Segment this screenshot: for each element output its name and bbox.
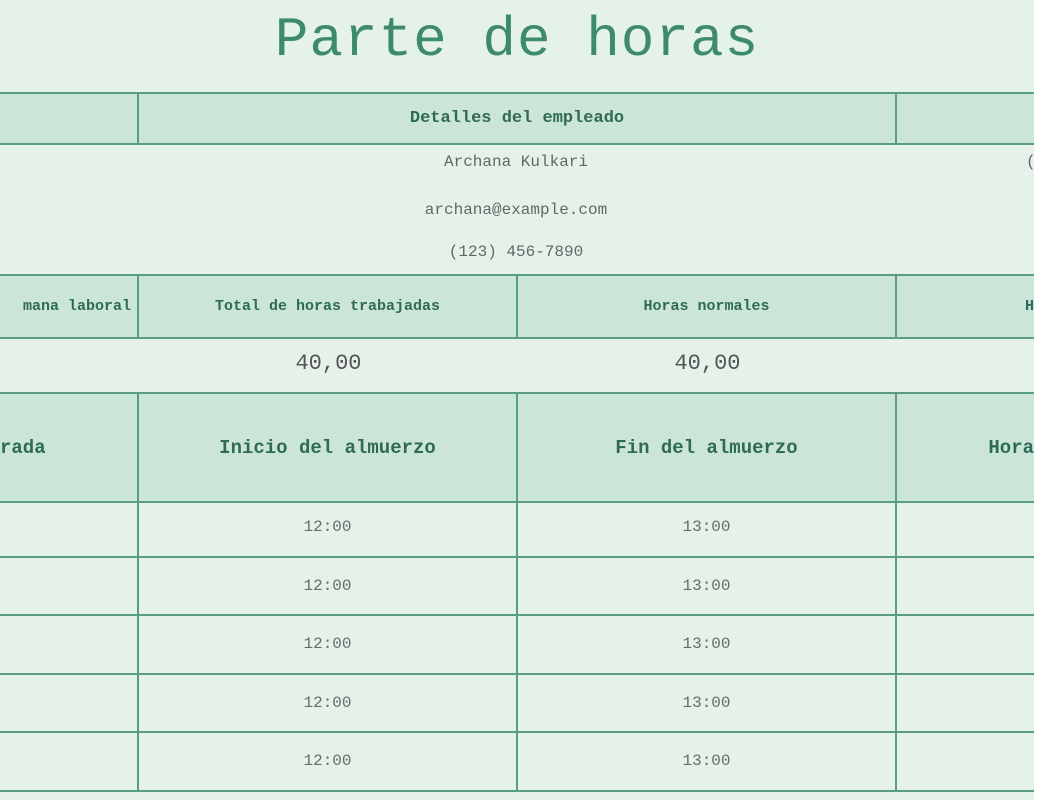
summary-header-normal-hours[interactable]: Horas normales — [518, 276, 897, 337]
summary-values-row — [0, 335, 1034, 392]
schedule-row — [0, 499, 1034, 558]
employee-header-right-cell[interactable] — [897, 94, 1034, 143]
schedule-cell-lunch-start[interactable]: 12:00 — [139, 558, 518, 615]
schedule-cell-lunch-end[interactable]: 13:00 — [518, 499, 897, 556]
schedule-cell-entry[interactable] — [0, 733, 139, 790]
summary-value-extra[interactable] — [897, 335, 1034, 392]
schedule-header-exit[interactable]: Hora — [988, 436, 1034, 459]
employee-details-header[interactable]: Detalles del empleado — [139, 94, 897, 143]
schedule-cell-lunch-start[interactable]: 12:00 — [139, 616, 518, 673]
schedule-cell-entry[interactable] — [0, 616, 139, 673]
schedule-row — [0, 616, 1034, 675]
schedule-cell-exit[interactable] — [897, 499, 1034, 556]
page-title: Parte de horas — [274, 8, 760, 72]
schedule-cell-lunch-end[interactable]: 13:00 — [518, 558, 897, 615]
summary-value-normal-hours[interactable]: 40,00 — [674, 351, 741, 376]
employee-phone[interactable]: (123) 456-7890 — [448, 243, 584, 261]
schedule-cell-exit[interactable] — [897, 616, 1034, 673]
schedule-cell-lunch-end[interactable]: 13:00 — [518, 675, 897, 732]
schedule-header-lunch-end[interactable]: Fin del almuerzo — [518, 394, 897, 501]
schedule-cell-lunch-start[interactable]: 12:00 — [139, 675, 518, 732]
schedule-row — [0, 558, 1034, 617]
schedule-cell-exit[interactable] — [897, 733, 1034, 790]
summary-value-week[interactable] — [0, 335, 139, 392]
summary-header-total-hours[interactable]: Total de horas trabajadas — [139, 276, 518, 337]
summary-header-row — [0, 274, 1034, 339]
employee-right-clipped-text[interactable]: ( — [1026, 153, 1036, 171]
schedule-cell-entry[interactable] — [0, 558, 139, 615]
summary-header-extra[interactable]: H — [1024, 298, 1034, 315]
employee-email[interactable]: archana@example.com — [424, 201, 608, 219]
schedule-header-lunch-start[interactable]: Inicio del almuerzo — [139, 394, 518, 501]
schedule-header-entry[interactable]: rada — [0, 394, 139, 501]
schedule-row — [0, 733, 1034, 792]
schedule-cell-entry[interactable] — [0, 499, 139, 556]
schedule-cell-lunch-start[interactable]: 12:00 — [139, 733, 518, 790]
summary-value-total-hours[interactable]: 40,00 — [295, 351, 362, 376]
schedule-cell-entry[interactable] — [0, 675, 139, 732]
employee-header-left-cell[interactable] — [0, 94, 139, 143]
schedule-header-row — [0, 392, 1034, 503]
schedule-cell-lunch-end[interactable]: 13:00 — [518, 733, 897, 790]
employee-name[interactable]: Archana Kulkari — [443, 153, 589, 171]
schedule-cell-lunch-start[interactable]: 12:00 — [139, 499, 518, 556]
schedule-cell-exit[interactable] — [897, 558, 1034, 615]
schedule-cell-exit[interactable] — [897, 675, 1034, 732]
employee-header-row — [0, 92, 1034, 145]
schedule-row — [0, 675, 1034, 734]
summary-header-week[interactable]: mana laboral — [0, 276, 139, 337]
schedule-cell-lunch-end[interactable]: 13:00 — [518, 616, 897, 673]
